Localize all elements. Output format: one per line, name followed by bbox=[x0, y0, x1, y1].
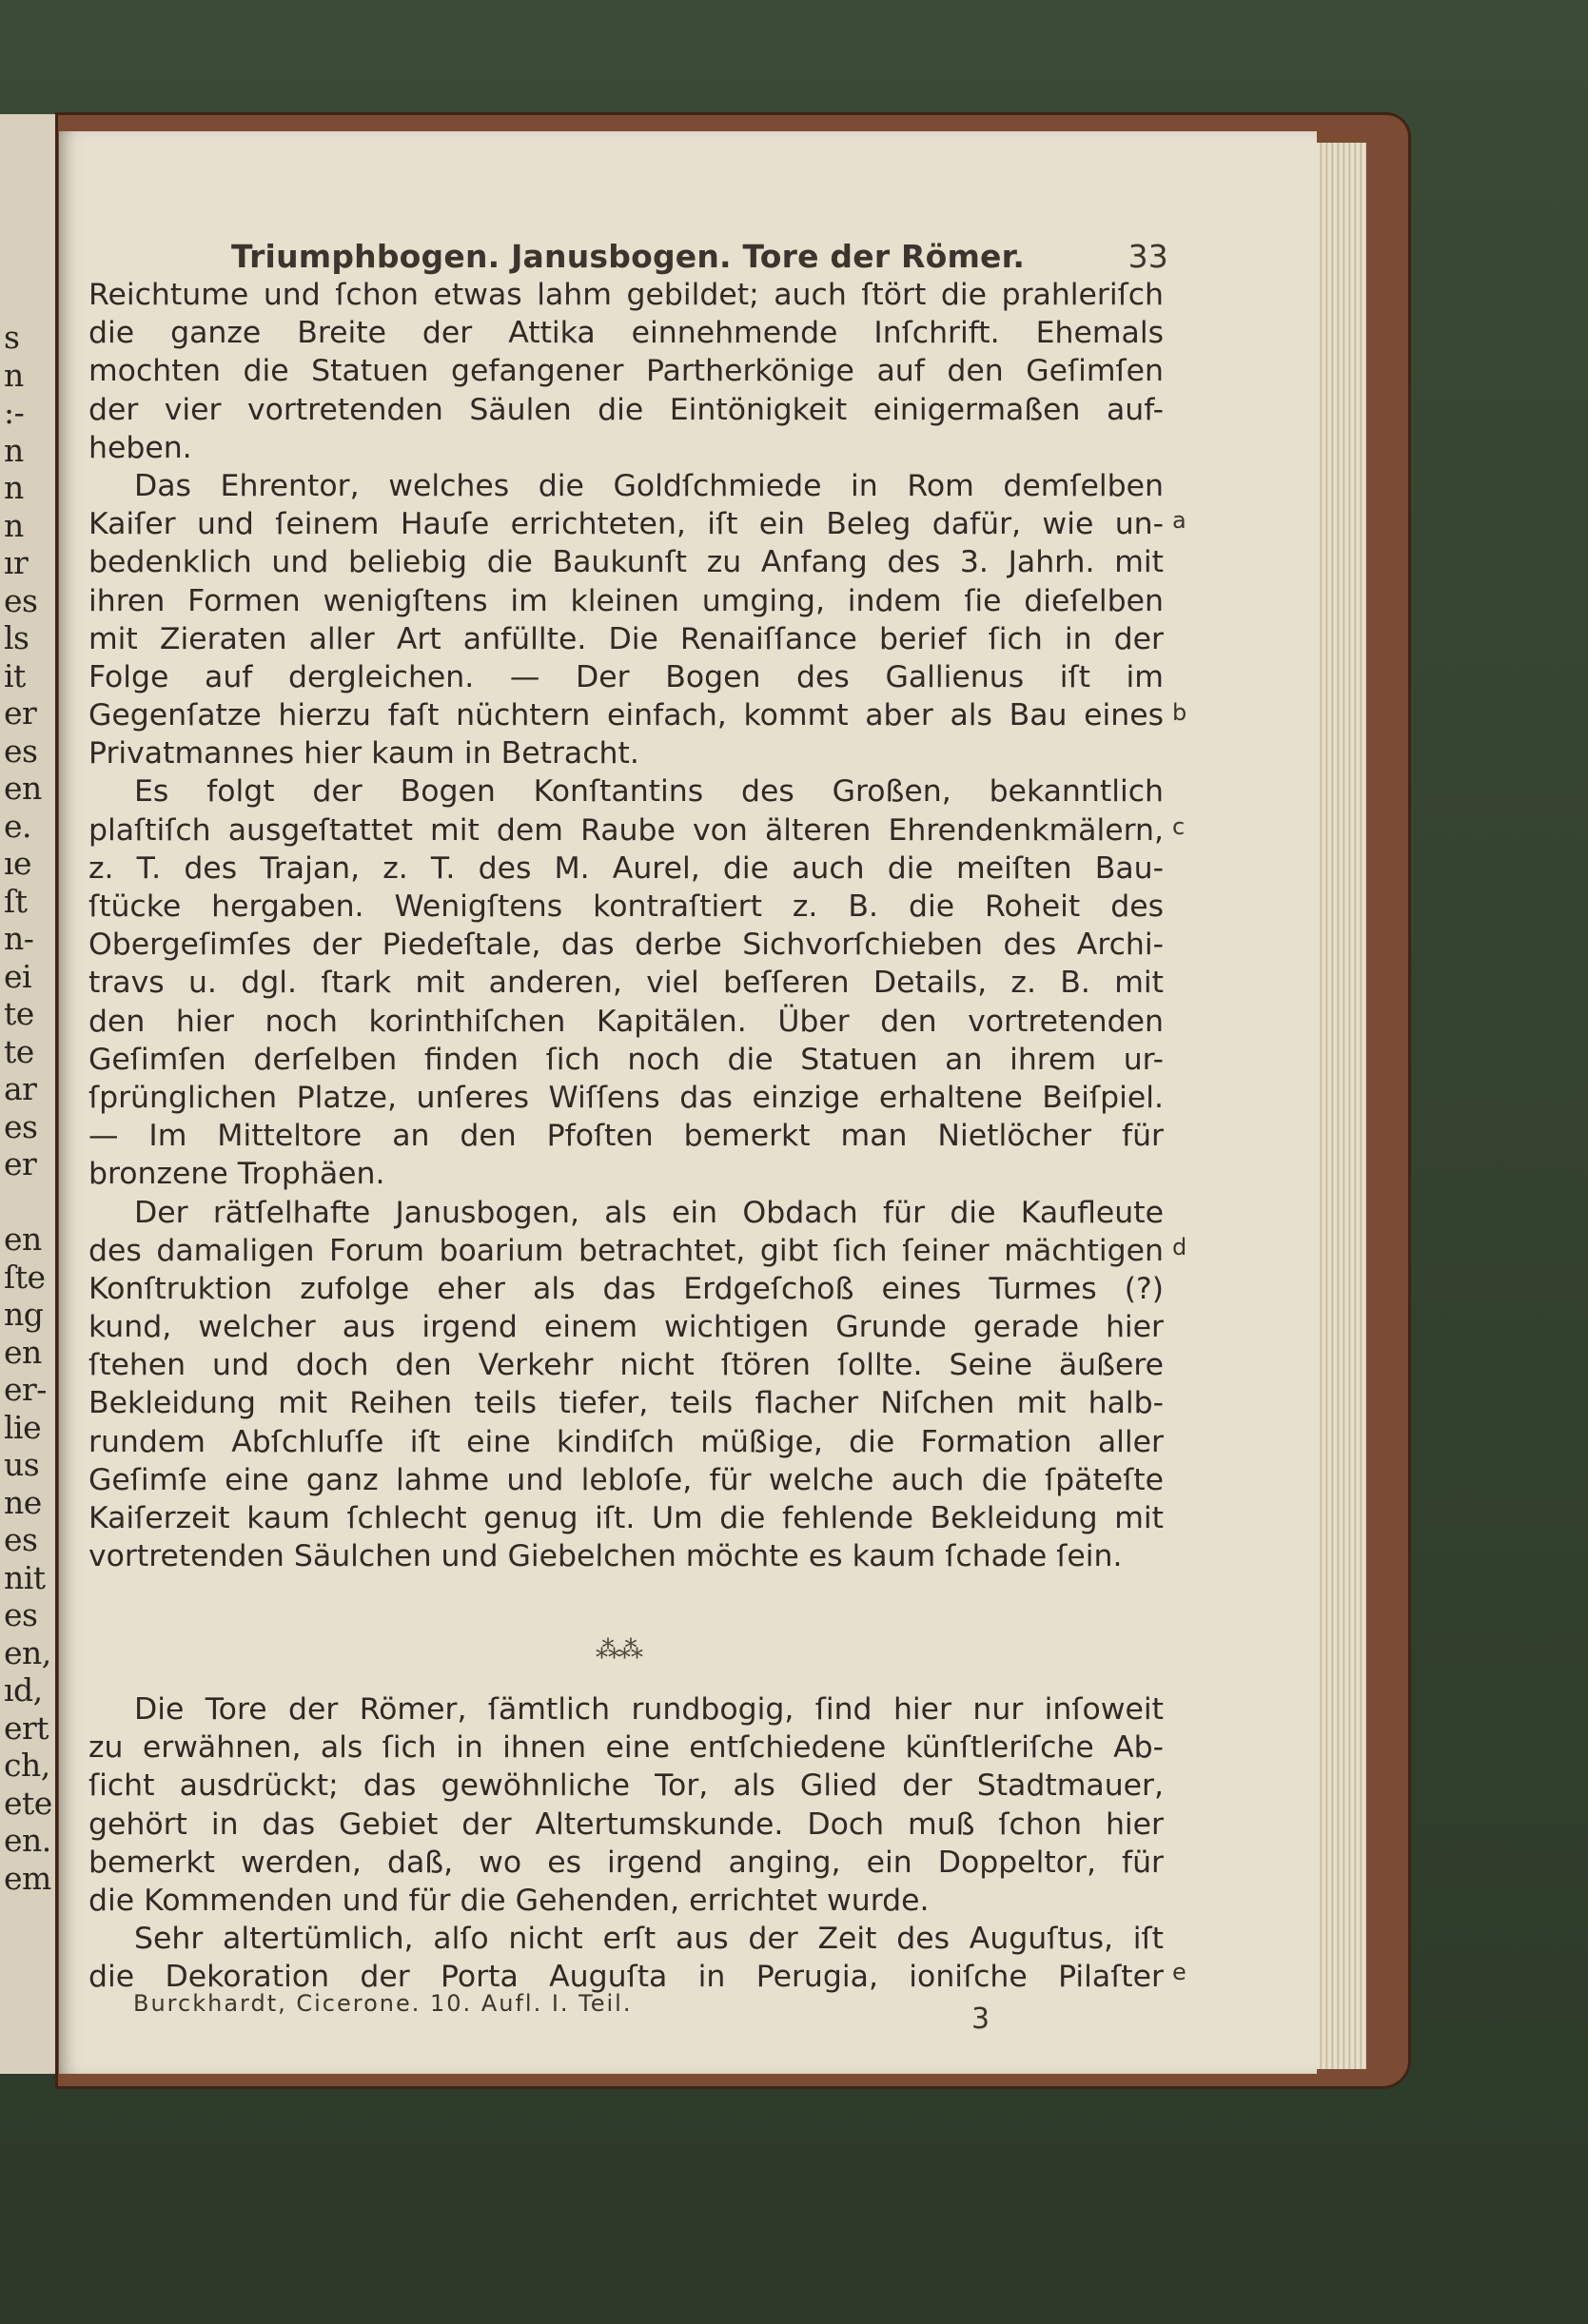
left-fragment-line: ſte bbox=[4, 1258, 46, 1296]
body-text-tore bbox=[88, 1690, 1164, 1997]
text-line: bemerkt werden, daß, wo es irgend anging, ein Doppeltor, für bbox=[88, 1845, 1164, 1880]
text-line: Folge auf dergleichen. — Der Bogen des Gallienus iſt im bbox=[88, 659, 1164, 694]
left-fragment-line: us bbox=[4, 1446, 40, 1483]
left-fragment-line: ſt bbox=[4, 882, 28, 920]
text-line: Sehr altertümlich, alſo nicht erſt aus der Zeit des Auguſtus, iſt bbox=[134, 1922, 1164, 1957]
text-line: den hier noch korinthiſchen Kapitälen. Über den vortretenden bbox=[88, 1004, 1164, 1039]
left-fragment-line bbox=[4, 1183, 52, 1221]
text-line: vortretenden Säulchen und Giebelchen möchte es kaum ſchade ſein. bbox=[88, 1539, 1123, 1574]
text-line: kund, welcher aus irgend einem wichtigen Grunde gerade hier bbox=[88, 1310, 1164, 1345]
left-fragment-line: em bbox=[4, 1859, 51, 1897]
left-fragment-line: ls bbox=[4, 619, 29, 656]
text-line: gehört in das Gebiet der Altertumskunde. Doch muß ſchon hier bbox=[88, 1806, 1164, 1842]
left-fragment-line: ng bbox=[4, 1296, 44, 1333]
left-fragment-line: es bbox=[4, 1107, 38, 1145]
left-fragment-line: ır bbox=[4, 544, 29, 581]
left-fragment-line: n- bbox=[4, 920, 34, 957]
text-line: — Im Mitteltore an den Pfoſten bemerkt man Nietlöcher für bbox=[88, 1119, 1164, 1154]
text-line: ſtehen und doch den Verkehr nicht ſtören ſollte. Seine äußere bbox=[88, 1348, 1164, 1383]
left-fragment-line: en bbox=[4, 1221, 42, 1258]
left-fragment-line: es bbox=[4, 1521, 38, 1558]
text-line: Kaiſerzeit kaum ſchlecht genug iſt. Um die fehlende Bekleidung mit bbox=[88, 1501, 1164, 1535]
page-number: 33 bbox=[1127, 238, 1168, 275]
left-fragment-line: ete bbox=[4, 1784, 52, 1822]
left-fragment-line: te bbox=[4, 995, 34, 1032]
section-ornament: ⁂⁂ bbox=[596, 1636, 641, 1665]
margin-letter-d: d bbox=[1172, 1234, 1187, 1260]
text-line: bedenklich und beliebig die Baukunſt zu Anfang des 3. Jahrh. mit bbox=[88, 545, 1164, 580]
margin-letter-b: b bbox=[1172, 699, 1187, 726]
signature-mark: 3 bbox=[971, 2002, 990, 2036]
text-line: z. T. des Trajan, z. T. des M. Aurel, die auch die meiſten Bau- bbox=[88, 850, 1164, 886]
body-text bbox=[88, 276, 1164, 1575]
left-fragment-line: er bbox=[4, 694, 37, 732]
left-fragment-line: es bbox=[4, 1596, 38, 1633]
left-fragment-line: ıe bbox=[4, 845, 32, 882]
text-line: die Kommenden und für die Gehenden, errichtet wurde. bbox=[88, 1883, 930, 1918]
text-line: heben. bbox=[88, 430, 192, 465]
text-line: Die Tore der Römer, ſämtlich rundbogig, ſind hier nur inſoweit bbox=[134, 1692, 1164, 1727]
text-line: die Dekoration der Porta Auguſta in Perugia, ioniſche Pilaſter bbox=[88, 1960, 1164, 1995]
header-title: Triumphbogen. Janusbogen. Tore der Römer. bbox=[231, 238, 1026, 275]
left-fragment-line: en bbox=[4, 1333, 42, 1371]
text-line: Kaiſer und ſeinem Hauſe errichteten, iſt ein Beleg dafür, wie un- bbox=[88, 507, 1164, 542]
left-fragment-line: n bbox=[4, 469, 24, 506]
text-line: Gegenſatze hierzu faſt nüchtern einfach, kommt aber als Bau eines bbox=[88, 698, 1164, 733]
left-fragment-line: te bbox=[4, 1032, 34, 1070]
left-fragment-line: lie bbox=[4, 1408, 42, 1446]
left-fragment-line: ert bbox=[4, 1709, 49, 1747]
text-line: ihren Formen wenigſtens im kleinen umging, indem ſie dieſelben bbox=[88, 583, 1164, 618]
text-line: Bekleidung mit Reihen teils tiefer, teils flacher Niſchen mit halb- bbox=[88, 1386, 1164, 1421]
text-line: Das Ehrentor, welches die Goldſchmiede in Rom demſelben bbox=[134, 468, 1164, 503]
text-line: Geſimſen derſelben finden ſich noch die Statuen an ihrem ur- bbox=[88, 1042, 1164, 1077]
text-line: die ganze Breite der Attika einnehmende Inſchrift. Ehemals bbox=[88, 316, 1164, 351]
text-line: ſprünglichen Platze, unſeres Wiſſens das einzige erhaltene Beiſpiel. bbox=[88, 1080, 1164, 1115]
text-line: travs u. dgl. ſtark mit anderen, viel beſſeren Details, z. B. mit bbox=[88, 966, 1164, 1001]
left-fragment-line: en bbox=[4, 770, 42, 807]
left-fragment-line: er- bbox=[4, 1371, 47, 1408]
text-line: Konſtruktion zufolge eher als das Erdgeſchoß eines Turmes (?) bbox=[88, 1271, 1164, 1306]
margin-letter-a: a bbox=[1172, 507, 1186, 534]
left-fragment-line: en. bbox=[4, 1822, 51, 1859]
signature-line: Burckhardt, Cicerone. 10. Aufl. I. Teil. bbox=[133, 1990, 633, 2017]
text-line: rundem Abſchluſſe iſt eine kindiſch müßige, die Formation aller bbox=[88, 1424, 1164, 1459]
text-line: plaſtiſch ausgeſtattet mit dem Raube von älteren Ehrendenkmälern, bbox=[88, 812, 1164, 848]
text-line: mit Zieraten aller Art anfüllte. Die Renaiſſance berief ſich in der bbox=[88, 621, 1164, 656]
text-line: Obergeſimſes der Piedeſtale, das derbe Sichvorſchieben des Archi- bbox=[88, 928, 1164, 963]
left-fragment-line: n bbox=[4, 431, 24, 469]
left-fragment-line: n bbox=[4, 356, 24, 394]
left-fragment-line: ar bbox=[4, 1070, 37, 1107]
text-line: mochten die Statuen gefangener Partherkönige auf den Geſimſen bbox=[88, 354, 1164, 389]
left-fragment-line: ıd, bbox=[4, 1671, 43, 1709]
left-page-fragment bbox=[0, 114, 62, 2074]
left-fragment-line: e. bbox=[4, 807, 32, 845]
left-fragment-line: :- bbox=[4, 394, 25, 431]
left-fragment-line: er bbox=[4, 1145, 37, 1182]
left-fragment-line: es bbox=[4, 581, 38, 619]
margin-letter-e: e bbox=[1172, 1959, 1186, 1985]
text-line: ſicht ausdrückt; das gewöhnliche Tor, als Glied der Stadtmauer, bbox=[88, 1768, 1164, 1804]
text-line: Es folgt der Bogen Konſtantins des Großen, bekanntlich bbox=[134, 774, 1164, 810]
left-fragment-line: it bbox=[4, 656, 26, 694]
left-fragment-line: n bbox=[4, 506, 24, 544]
text-line: Der rätſelhafte Janusbogen, als ein Obdach für die Kaufleute bbox=[134, 1195, 1164, 1230]
left-fragment-line: es bbox=[4, 732, 38, 770]
text-line: ſtücke hergaben. Wenigſtens kontraſtiert z. B. die Roheit des bbox=[88, 889, 1164, 924]
left-fragment-line: en, bbox=[4, 1633, 51, 1671]
left-fragment-line: ei bbox=[4, 957, 32, 995]
left-fragment-line: ne bbox=[4, 1483, 42, 1521]
text-line: zu erwähnen, als ſich in ihnen eine entſchiedene künſtleriſche Ab- bbox=[88, 1730, 1164, 1766]
text-line: Geſimſe eine ganz lahme und lebloſe, für welche auch die ſpäteſte bbox=[88, 1462, 1164, 1497]
page-edges bbox=[1311, 143, 1366, 2069]
text-line: Reichtume und ſchon etwas lahm gebildet; auch ſtört die prahleriſch bbox=[88, 278, 1164, 312]
running-header bbox=[169, 238, 1168, 276]
text-line: der vier vortretenden Säulen die Eintönigkeit einigermaßen auf- bbox=[88, 392, 1164, 427]
left-fragment-line: nit bbox=[4, 1558, 46, 1596]
text-line: Privatmannes hier kaum in Betracht. bbox=[88, 736, 639, 771]
left-fragment-line: s bbox=[4, 319, 20, 356]
left-page-line-endings bbox=[4, 319, 52, 1897]
text-line: bronzene Trophäen. bbox=[88, 1157, 385, 1192]
margin-letter-c: c bbox=[1172, 813, 1186, 840]
text-line: des damaligen Forum boarium betrachtet, gibt ſich ſeiner mächtigen bbox=[88, 1233, 1164, 1268]
left-fragment-line: ch, bbox=[4, 1747, 50, 1784]
